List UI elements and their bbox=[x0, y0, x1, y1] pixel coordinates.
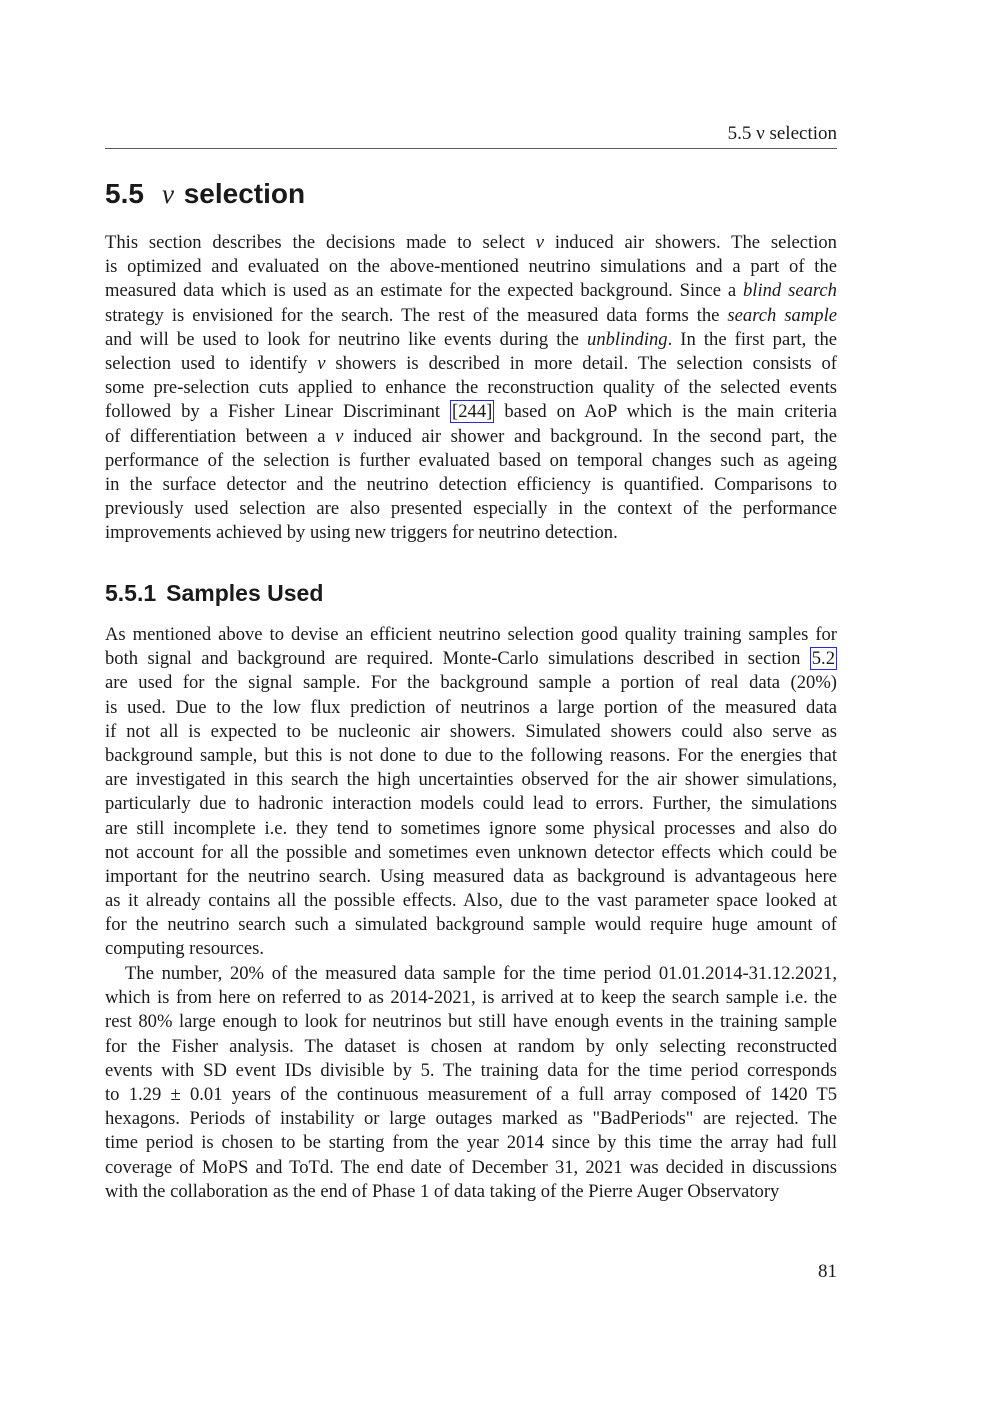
text-line: background sample, but this is not done to due to the following reasons. For the energies that bbox=[105, 744, 837, 766]
text-line: are still incomplete i.e. they tend to sometimes ignore some physical processes and also do bbox=[105, 817, 837, 839]
italic-text: blind search bbox=[742, 280, 837, 302]
subsection-number: 5.5.1 bbox=[105, 580, 157, 606]
italic-text: ν bbox=[535, 232, 544, 253]
text-line: selection used to identify ν showers is described in more detail. The selection consists of bbox=[105, 352, 837, 374]
text-line: hexagons. Periods of instability or large outages marked as "BadPeriods" are rejected. The bbox=[105, 1108, 837, 1130]
italic-text: ν bbox=[335, 425, 344, 447]
text-line: This section describes the decisions made to select ν induced air showers. The selection bbox=[105, 232, 837, 253]
text-line: is used. Due to the low flux prediction of neutrinos a large portion of the measured data bbox=[105, 696, 837, 718]
text-line: events with SD event IDs divisible by 5. The training data for the time period corresponds bbox=[105, 1059, 837, 1081]
section-title bbox=[105, 176, 305, 212]
text-line: which is from here on referred to as 2014-2021, is arrived at to keep the search sample i.e. the bbox=[105, 987, 837, 1009]
text-line: both signal and background are required. Monte-Carlo simulations described in section 5.2 bbox=[105, 648, 835, 670]
italic-text: unblinding bbox=[587, 328, 668, 350]
time-period-paragraph bbox=[105, 962, 837, 1204]
text-line: is optimized and evaluated on the above-mentioned neutrino simulations and a part of the bbox=[105, 256, 837, 278]
section-title-text: selection bbox=[183, 178, 306, 209]
italic-text: search sample bbox=[727, 304, 837, 326]
text-line: with the collaboration as the end of Phase 1 of data taking of the Pierre Auger Observatory bbox=[105, 1180, 780, 1202]
text-line: not account for all the possible and sometimes even unknown detector effects which could be bbox=[105, 841, 837, 863]
italic-text: ν bbox=[317, 352, 326, 374]
text-line: in the surface detector and the neutrino detection efficiency is quantified. Comparisons to bbox=[105, 473, 837, 495]
text-line: strategy is envisioned for the search. The rest of the measured data forms the search sample bbox=[105, 304, 837, 326]
text-line: computing resources. bbox=[105, 938, 265, 960]
text-line: coverage of MoPS and ToTd. The end date of December 31, 2021 was decided in discussions bbox=[105, 1156, 837, 1178]
text-line: particularly due to hadronic interaction models could lead to errors. Further, the simulations bbox=[105, 793, 837, 815]
citation-link[interactable]: [244] bbox=[452, 401, 493, 423]
intro-paragraph bbox=[105, 231, 837, 545]
text-line: if not all is expected to be nucleonic air showers. Simulated showers could also serve as bbox=[105, 720, 837, 742]
section-symbol: ν bbox=[161, 179, 174, 209]
text-line: of differentiation between a ν induced air shower and background. In the second part, the bbox=[105, 425, 837, 447]
text-line: to 1.29 ± 0.01 years of the continuous measurement of a full array composed of 1420 T5 bbox=[105, 1083, 837, 1105]
text-line: performance of the selection is further evaluated based on temporal changes such as ageing bbox=[105, 449, 837, 471]
text-line: for the Fisher analysis. The dataset is chosen at random by only selecting reconstructed bbox=[105, 1035, 837, 1057]
text-line: The number, 20% of the measured data sample for the time period 01.01.2014-31.12.2021, bbox=[125, 963, 837, 984]
section-number: 5.5 bbox=[105, 178, 144, 209]
text-line: are used for the signal sample. For the background sample a portion of real data (20%) bbox=[105, 672, 837, 694]
running-head: 5.5 ν selection bbox=[727, 123, 837, 144]
text-line: some pre-selection cuts applied to enhance the reconstruction quality of the selected events bbox=[105, 377, 837, 399]
subsection-title bbox=[105, 578, 323, 608]
text-line: previously used selection are also presented especially in the context of the performance bbox=[105, 498, 837, 520]
subsection-title-text: Samples Used bbox=[166, 580, 324, 606]
text-line: time period is chosen to be starting from the year 2014 since by this time the array had full bbox=[105, 1132, 837, 1154]
text-line: are investigated in this search the high uncertainties observed for the air shower simulations, bbox=[105, 769, 837, 791]
citation-link[interactable]: 5.2 bbox=[811, 648, 835, 670]
header-rule bbox=[105, 148, 837, 149]
text-line: measured data which is used as an estimate for the expected background. Since a blind search bbox=[105, 280, 837, 302]
text-line: important for the neutrino search. Using measured data as background is advantageous here bbox=[105, 865, 837, 887]
text-line: rest 80% large enough to look for neutrinos but still have enough events in the training sample bbox=[105, 1011, 837, 1033]
text-line: followed by a Fisher Linear Discriminant [244] based on AoP which is the main criteria bbox=[105, 401, 838, 423]
samples-paragraph bbox=[105, 623, 837, 962]
page-number: 81 bbox=[818, 1261, 837, 1282]
text-line: and will be used to look for neutrino like events during the unblinding. In the first part, the bbox=[105, 328, 837, 350]
text-line: for the neutrino search such a simulated background sample would require huge amount of bbox=[105, 914, 837, 936]
text-line: as it already contains all the possible effects. Also, due to the vast parameter space looked at bbox=[105, 890, 837, 912]
text-line: As mentioned above to devise an efficient neutrino selection good quality training samples for bbox=[105, 624, 837, 645]
text-line: improvements achieved by using new triggers for neutrino detection. bbox=[105, 522, 618, 544]
